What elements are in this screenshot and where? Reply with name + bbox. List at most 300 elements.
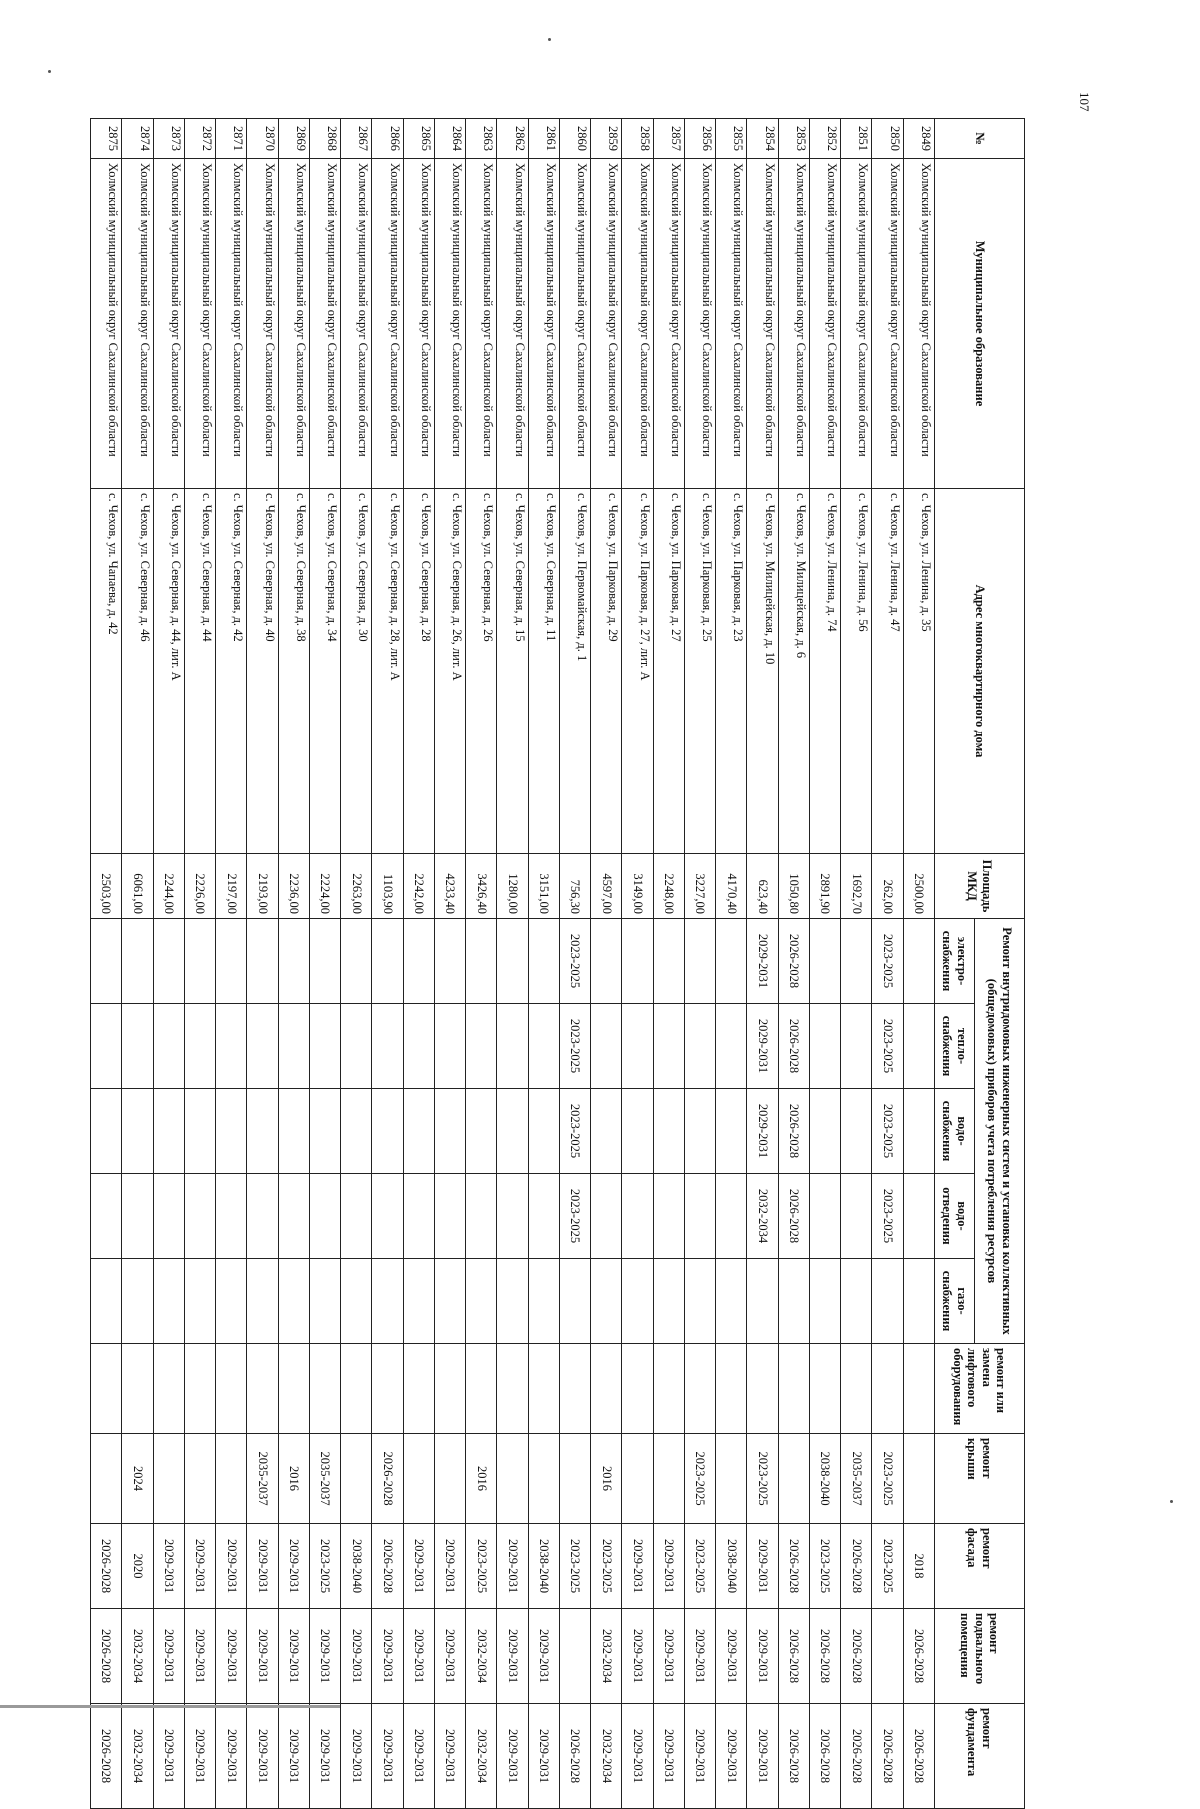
roof-cell: 2023-2025	[747, 1434, 778, 1524]
lift-cell	[872, 1344, 903, 1434]
lift-cell	[185, 1344, 216, 1434]
area-cell: 2224,00	[310, 854, 341, 919]
address-cell: с. Чехов, ул. Северная, д. 40	[247, 489, 278, 854]
header-water-supply: водо-снабжения	[935, 1089, 975, 1174]
heating-cell	[185, 1004, 216, 1089]
table-row	[716, 119, 747, 1809]
heating-cell: 2026-2028	[778, 1004, 809, 1089]
address-cell: с. Чехов, ул. Северная, д. 38	[278, 489, 309, 854]
rotated-sheet	[90, 118, 1025, 1784]
foundation-cell: 2026-2028	[560, 1704, 591, 1809]
heating-cell	[247, 1004, 278, 1089]
water-supply-cell	[216, 1089, 247, 1174]
address-cell: с. Чехов, ул. Северная, д. 34	[310, 489, 341, 854]
municipality-cell: Холмский муниципальный округ Сахалинской области	[216, 159, 247, 489]
foundation-cell: 2029-2031	[747, 1704, 778, 1809]
table-row	[685, 119, 716, 1809]
address-cell: с. Чехов, ул. Северная, д. 28	[403, 489, 434, 854]
table-row	[153, 119, 184, 1809]
foundation-cell: 2029-2031	[278, 1704, 309, 1809]
heating-cell: 2023-2025	[872, 1004, 903, 1089]
address-cell: с. Чехов, ул. Парковая, д. 27	[653, 489, 684, 854]
electricity-cell: 2029-2031	[747, 919, 778, 1004]
row-number: 2860	[560, 119, 591, 159]
facade-cell: 2018	[903, 1524, 934, 1609]
water-supply-cell	[435, 1089, 466, 1174]
row-number: 2861	[528, 119, 559, 159]
heating-cell	[341, 1004, 372, 1089]
area-cell: 2503,00	[91, 854, 123, 919]
row-number: 2849	[903, 119, 934, 159]
repair-schedule-table	[90, 118, 1025, 1809]
heating-cell	[372, 1004, 403, 1089]
scan-speck	[548, 38, 551, 41]
lift-cell	[528, 1344, 559, 1434]
roof-cell: 2023-2025	[872, 1434, 903, 1524]
table-row	[185, 119, 216, 1809]
roof-cell	[903, 1434, 934, 1524]
basement-cell: 2029-2031	[153, 1609, 184, 1704]
lift-cell	[216, 1344, 247, 1434]
table-viewport	[90, 118, 1025, 1784]
drainage-cell	[435, 1174, 466, 1259]
gas-cell	[153, 1259, 184, 1344]
water-supply-cell	[278, 1089, 309, 1174]
area-cell: 1280,00	[497, 854, 528, 919]
row-number: 2869	[278, 119, 309, 159]
water-supply-cell	[810, 1089, 841, 1174]
heating-cell	[653, 1004, 684, 1089]
facade-cell: 2029-2031	[747, 1524, 778, 1609]
basement-cell: 2032-2034	[466, 1609, 497, 1704]
electricity-cell	[653, 919, 684, 1004]
drainage-cell: 2026-2028	[778, 1174, 809, 1259]
basement-cell: 2029-2031	[403, 1609, 434, 1704]
table-row	[341, 119, 372, 1809]
water-supply-cell	[528, 1089, 559, 1174]
lift-cell	[247, 1344, 278, 1434]
foundation-cell: 2026-2028	[91, 1704, 123, 1809]
water-supply-cell: 2029-2031	[747, 1089, 778, 1174]
facade-cell: 2029-2031	[622, 1524, 653, 1609]
gas-cell	[435, 1259, 466, 1344]
table-row	[810, 119, 841, 1809]
area-cell: 4170,40	[716, 854, 747, 919]
electricity-cell: 2026-2028	[778, 919, 809, 1004]
municipality-cell: Холмский муниципальный округ Сахалинской области	[685, 159, 716, 489]
area-cell: 2242,00	[403, 854, 434, 919]
row-number: 2856	[685, 119, 716, 159]
lift-cell	[560, 1344, 591, 1434]
electricity-cell	[528, 919, 559, 1004]
table-row	[778, 119, 809, 1809]
table-row	[435, 119, 466, 1809]
basement-cell: 2032-2034	[122, 1609, 153, 1704]
municipality-cell: Холмский муниципальный округ Сахалинской области	[435, 159, 466, 489]
foundation-cell: 2026-2028	[810, 1704, 841, 1809]
row-number: 2870	[247, 119, 278, 159]
facade-cell: 2029-2031	[216, 1524, 247, 1609]
row-number: 2852	[810, 119, 841, 159]
header-gas: газо-снабжения	[935, 1259, 975, 1344]
water-supply-cell	[497, 1089, 528, 1174]
area-cell: 1050,80	[778, 854, 809, 919]
heating-cell	[91, 1004, 123, 1089]
area-cell: 2193,00	[247, 854, 278, 919]
electricity-cell: 2023-2025	[560, 919, 591, 1004]
address-cell: с. Чехов, ул. Северная, д. 46	[122, 489, 153, 854]
foundation-cell: 2026-2028	[841, 1704, 872, 1809]
drainage-cell	[716, 1174, 747, 1259]
basement-cell: 2026-2028	[841, 1609, 872, 1704]
municipality-cell: Холмский муниципальный округ Сахалинской области	[872, 159, 903, 489]
roof-cell: 2016	[591, 1434, 622, 1524]
foundation-cell: 2029-2031	[435, 1704, 466, 1809]
municipality-cell: Холмский муниципальный округ Сахалинской области	[716, 159, 747, 489]
header-electricity: электро-снабжения	[935, 919, 975, 1004]
roof-cell	[153, 1434, 184, 1524]
area-cell: 3227,00	[685, 854, 716, 919]
municipality-cell: Холмский муниципальный округ Сахалинской области	[403, 159, 434, 489]
heating-cell	[622, 1004, 653, 1089]
foundation-cell: 2026-2028	[778, 1704, 809, 1809]
heating-cell	[278, 1004, 309, 1089]
electricity-cell	[841, 919, 872, 1004]
address-cell: с. Чехов, ул. Северная, д. 15	[497, 489, 528, 854]
facade-cell: 2038-2040	[341, 1524, 372, 1609]
electricity-cell	[372, 919, 403, 1004]
facade-cell: 2038-2040	[528, 1524, 559, 1609]
drainage-cell	[185, 1174, 216, 1259]
facade-cell: 2029-2031	[403, 1524, 434, 1609]
basement-cell: 2026-2028	[91, 1609, 123, 1704]
facade-cell: 2023-2025	[872, 1524, 903, 1609]
scan-speck	[1170, 1500, 1173, 1503]
water-supply-cell: 2026-2028	[778, 1089, 809, 1174]
lift-cell	[653, 1344, 684, 1434]
foundation-cell: 2029-2031	[310, 1704, 341, 1809]
municipality-cell: Холмский муниципальный округ Сахалинской области	[903, 159, 934, 489]
scan-speck	[48, 70, 51, 73]
table-row	[560, 119, 591, 1809]
municipality-cell: Холмский муниципальный округ Сахалинской области	[153, 159, 184, 489]
lift-cell	[122, 1344, 153, 1434]
table-row	[466, 119, 497, 1809]
gas-cell	[591, 1259, 622, 1344]
drainage-cell	[216, 1174, 247, 1259]
header-roof: ремонт крыши	[935, 1434, 1025, 1524]
roof-cell	[778, 1434, 809, 1524]
basement-cell: 2026-2028	[903, 1609, 934, 1704]
municipality-cell: Холмский муниципальный округ Сахалинской области	[841, 159, 872, 489]
table-row	[310, 119, 341, 1809]
electricity-cell	[341, 919, 372, 1004]
gas-cell	[278, 1259, 309, 1344]
lift-cell	[372, 1344, 403, 1434]
foundation-cell: 2029-2031	[528, 1704, 559, 1809]
heating-cell	[122, 1004, 153, 1089]
gas-cell	[841, 1259, 872, 1344]
lift-cell	[435, 1344, 466, 1434]
heating-cell: 2023-2025	[560, 1004, 591, 1089]
lift-cell	[591, 1344, 622, 1434]
area-cell: 2226,00	[185, 854, 216, 919]
water-supply-cell	[372, 1089, 403, 1174]
electricity-cell	[591, 919, 622, 1004]
facade-cell: 2026-2028	[841, 1524, 872, 1609]
lift-cell	[685, 1344, 716, 1434]
drainage-cell	[685, 1174, 716, 1259]
water-supply-cell	[685, 1089, 716, 1174]
area-cell: 262,00	[872, 854, 903, 919]
row-number: 2855	[716, 119, 747, 159]
table-body	[91, 119, 935, 1809]
municipality-cell: Холмский муниципальный округ Сахалинской области	[91, 159, 123, 489]
gas-cell	[622, 1259, 653, 1344]
header-drainage: водо-отведения	[935, 1174, 975, 1259]
heating-cell	[153, 1004, 184, 1089]
municipality-cell: Холмский муниципальный округ Сахалинской области	[466, 159, 497, 489]
municipality-cell: Холмский муниципальный округ Сахалинской области	[778, 159, 809, 489]
water-supply-cell	[903, 1089, 934, 1174]
roof-cell: 2026-2028	[372, 1434, 403, 1524]
address-cell: с. Чехов, ул. Северная, д. 44, лит. А	[153, 489, 184, 854]
drainage-cell	[497, 1174, 528, 1259]
roof-cell	[622, 1434, 653, 1524]
address-cell: с. Чехов, ул. Северная, д. 28, лит. А	[372, 489, 403, 854]
gas-cell	[560, 1259, 591, 1344]
basement-cell: 2029-2031	[247, 1609, 278, 1704]
foundation-cell: 2029-2031	[247, 1704, 278, 1809]
municipality-cell: Холмский муниципальный округ Сахалинской области	[747, 159, 778, 489]
heating-cell	[216, 1004, 247, 1089]
facade-cell: 2023-2025	[685, 1524, 716, 1609]
foundation-cell: 2026-2028	[903, 1704, 934, 1809]
area-cell: 3151,00	[528, 854, 559, 919]
electricity-cell	[903, 919, 934, 1004]
facade-cell: 2023-2025	[591, 1524, 622, 1609]
address-cell: с. Чехов, ул. Северная, д. 26, лит. А	[435, 489, 466, 854]
foundation-cell: 2032-2034	[591, 1704, 622, 1809]
gas-cell	[185, 1259, 216, 1344]
lift-cell	[778, 1344, 809, 1434]
electricity-cell	[153, 919, 184, 1004]
roof-cell	[185, 1434, 216, 1524]
municipality-cell: Холмский муниципальный округ Сахалинской области	[810, 159, 841, 489]
drainage-cell	[622, 1174, 653, 1259]
electricity-cell	[122, 919, 153, 1004]
row-number: 2853	[778, 119, 809, 159]
heating-cell	[466, 1004, 497, 1089]
row-number: 2864	[435, 119, 466, 159]
drainage-cell	[466, 1174, 497, 1259]
water-supply-cell	[403, 1089, 434, 1174]
lift-cell	[622, 1344, 653, 1434]
table-row	[216, 119, 247, 1809]
roof-cell: 2035-2037	[310, 1434, 341, 1524]
electricity-cell	[810, 919, 841, 1004]
facade-cell: 2026-2028	[778, 1524, 809, 1609]
area-cell: 2244,00	[153, 854, 184, 919]
basement-cell: 2029-2031	[435, 1609, 466, 1704]
header-area: Площадь МКД	[935, 854, 1025, 919]
drainage-cell: 2032-2034	[747, 1174, 778, 1259]
drainage-cell	[91, 1174, 123, 1259]
basement-cell	[872, 1609, 903, 1704]
heating-cell	[810, 1004, 841, 1089]
gas-cell	[903, 1259, 934, 1344]
electricity-cell	[497, 919, 528, 1004]
header-municipality: Муниципальное образование	[935, 159, 1025, 489]
heating-cell: 2029-2031	[747, 1004, 778, 1089]
address-cell: с. Чехов, ул. Парковая, д. 25	[685, 489, 716, 854]
facade-cell: 2023-2025	[466, 1524, 497, 1609]
lift-cell	[278, 1344, 309, 1434]
heating-cell	[903, 1004, 934, 1089]
table-row	[622, 119, 653, 1809]
electricity-cell	[310, 919, 341, 1004]
facade-cell: 2038-2040	[716, 1524, 747, 1609]
gas-cell	[810, 1259, 841, 1344]
heating-cell	[497, 1004, 528, 1089]
roof-cell: 2016	[278, 1434, 309, 1524]
water-supply-cell	[310, 1089, 341, 1174]
electricity-cell	[91, 919, 123, 1004]
drainage-cell	[903, 1174, 934, 1259]
electricity-cell: 2023-2025	[872, 919, 903, 1004]
basement-cell: 2026-2028	[810, 1609, 841, 1704]
address-cell: с. Чехов, ул. Ленина, д. 74	[810, 489, 841, 854]
address-cell: с. Чехов, ул. Парковая, д. 27, лит. А	[622, 489, 653, 854]
basement-cell: 2029-2031	[716, 1609, 747, 1704]
municipality-cell: Холмский муниципальный округ Сахалинской области	[497, 159, 528, 489]
basement-cell: 2029-2031	[278, 1609, 309, 1704]
row-number: 2866	[372, 119, 403, 159]
row-number: 2850	[872, 119, 903, 159]
lift-cell	[903, 1344, 934, 1434]
facade-cell: 2029-2031	[153, 1524, 184, 1609]
roof-cell	[435, 1434, 466, 1524]
area-cell: 2248,00	[653, 854, 684, 919]
water-supply-cell	[466, 1089, 497, 1174]
foundation-cell: 2029-2031	[685, 1704, 716, 1809]
water-supply-cell	[122, 1089, 153, 1174]
foundation-cell: 2029-2031	[341, 1704, 372, 1809]
water-supply-cell	[185, 1089, 216, 1174]
facade-cell: 2026-2028	[91, 1524, 123, 1609]
area-cell: 1692,70	[841, 854, 872, 919]
row-number: 2872	[185, 119, 216, 159]
lift-cell	[747, 1344, 778, 1434]
heating-cell	[528, 1004, 559, 1089]
address-cell: с. Чехов, ул. Первомайская, д. 1	[560, 489, 591, 854]
electricity-cell	[403, 919, 434, 1004]
electricity-cell	[685, 919, 716, 1004]
foundation-cell: 2029-2031	[622, 1704, 653, 1809]
row-number: 2867	[341, 119, 372, 159]
address-cell: с. Чехов, ул. Чапаева, д. 42	[91, 489, 123, 854]
water-supply-cell	[716, 1089, 747, 1174]
lift-cell	[497, 1344, 528, 1434]
roof-cell: 2024	[122, 1434, 153, 1524]
address-cell: с. Чехов, ул. Северная, д. 30	[341, 489, 372, 854]
facade-cell: 2026-2028	[372, 1524, 403, 1609]
lift-cell	[341, 1344, 372, 1434]
row-number: 2857	[653, 119, 684, 159]
electricity-cell	[278, 919, 309, 1004]
municipality-cell: Холмский муниципальный округ Сахалинской области	[560, 159, 591, 489]
facade-cell: 2023-2025	[810, 1524, 841, 1609]
heating-cell	[841, 1004, 872, 1089]
basement-cell: 2026-2028	[778, 1609, 809, 1704]
row-number: 2854	[747, 119, 778, 159]
basement-cell: 2029-2031	[310, 1609, 341, 1704]
drainage-cell	[372, 1174, 403, 1259]
address-cell: с. Чехов, ул. Северная, д. 26	[466, 489, 497, 854]
gas-cell	[372, 1259, 403, 1344]
municipality-cell: Холмский муниципальный округ Сахалинской области	[278, 159, 309, 489]
area-cell: 623,40	[747, 854, 778, 919]
address-cell: с. Чехов, ул. Ленина, д. 35	[903, 489, 934, 854]
basement-cell: 2029-2031	[622, 1609, 653, 1704]
lift-cell	[810, 1344, 841, 1434]
drainage-cell	[247, 1174, 278, 1259]
table-row	[653, 119, 684, 1809]
electricity-cell	[185, 919, 216, 1004]
facade-cell: 2029-2031	[653, 1524, 684, 1609]
roof-cell	[528, 1434, 559, 1524]
electricity-cell	[435, 919, 466, 1004]
municipality-cell: Холмский муниципальный округ Сахалинской области	[653, 159, 684, 489]
area-cell: 4233,40	[435, 854, 466, 919]
drainage-cell	[841, 1174, 872, 1259]
gas-cell	[310, 1259, 341, 1344]
row-number: 2851	[841, 119, 872, 159]
basement-cell: 2029-2031	[747, 1609, 778, 1704]
water-supply-cell	[341, 1089, 372, 1174]
roof-cell	[216, 1434, 247, 1524]
address-cell: с. Чехов, ул. Милицейская, д. 10	[747, 489, 778, 854]
drainage-cell: 2023-2025	[560, 1174, 591, 1259]
drainage-cell: 2023-2025	[872, 1174, 903, 1259]
foundation-cell: 2029-2031	[216, 1704, 247, 1809]
basement-cell: 2029-2031	[216, 1609, 247, 1704]
roof-cell	[91, 1434, 123, 1524]
water-supply-cell	[653, 1089, 684, 1174]
water-supply-cell	[91, 1089, 123, 1174]
gas-cell	[497, 1259, 528, 1344]
water-supply-cell	[247, 1089, 278, 1174]
gas-cell	[653, 1259, 684, 1344]
gas-cell	[872, 1259, 903, 1344]
facade-cell: 2020	[122, 1524, 153, 1609]
lift-cell	[91, 1344, 123, 1434]
municipality-cell: Холмский муниципальный округ Сахалинской области	[341, 159, 372, 489]
lift-cell	[310, 1344, 341, 1434]
drainage-cell	[810, 1174, 841, 1259]
lift-cell	[153, 1344, 184, 1434]
table-row	[497, 119, 528, 1809]
roof-cell	[497, 1434, 528, 1524]
gas-cell	[716, 1259, 747, 1344]
foundation-cell: 2029-2031	[497, 1704, 528, 1809]
gas-cell	[341, 1259, 372, 1344]
table-row	[528, 119, 559, 1809]
roof-cell: 2035-2037	[247, 1434, 278, 1524]
row-number: 2862	[497, 119, 528, 159]
table-row	[372, 119, 403, 1809]
electricity-cell	[216, 919, 247, 1004]
